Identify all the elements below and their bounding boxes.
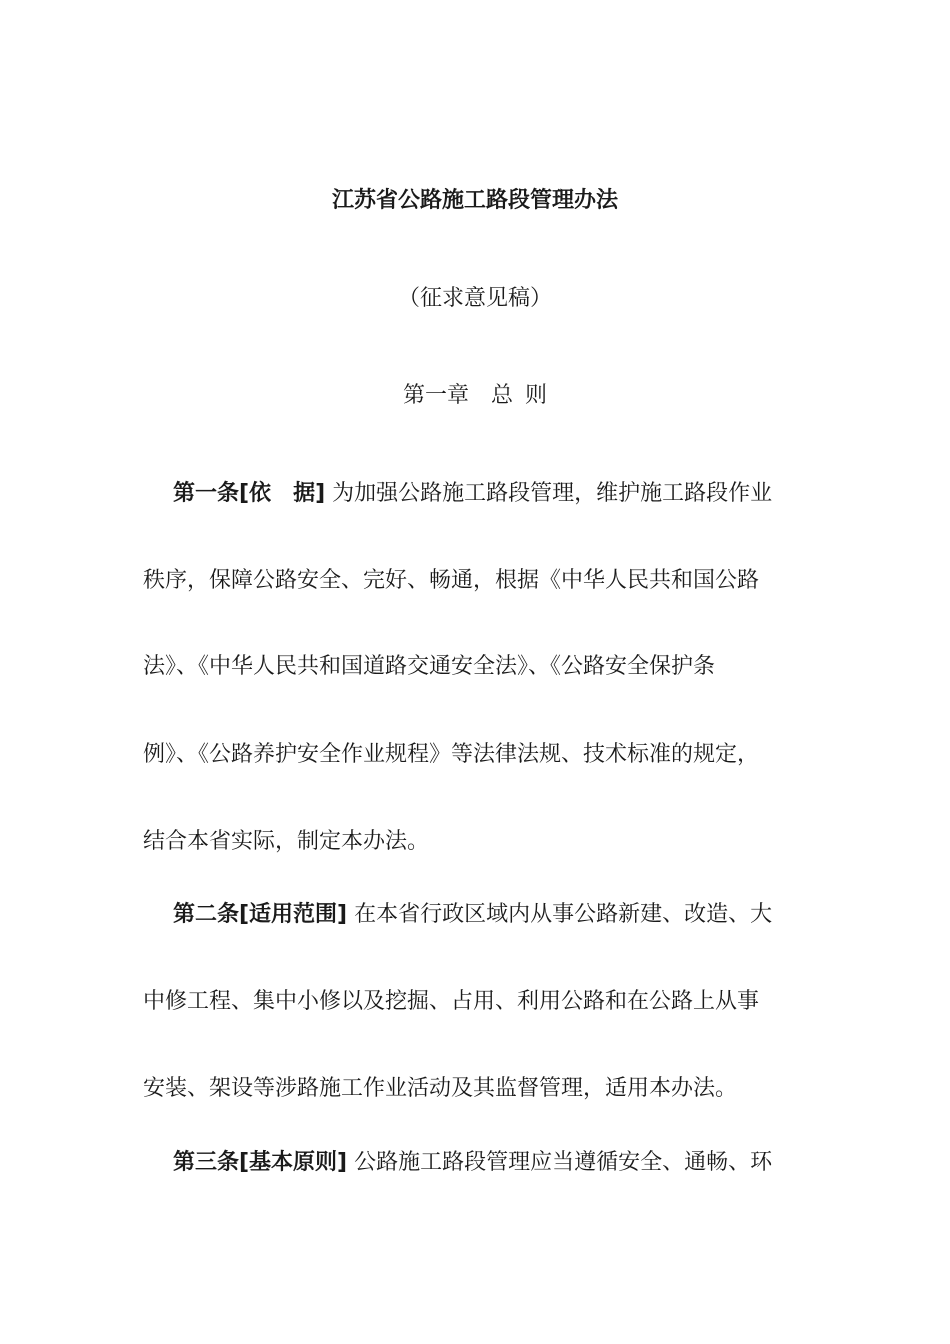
chapter-number: 第一章 xyxy=(402,383,469,408)
article-1-line-3: 法》、《中华人民共和国道路交通安全法》、《公路安全保护条 xyxy=(143,654,716,679)
article-2-heading: 第二条[适用范围] xyxy=(173,902,348,927)
document-title: 江苏省公路施工路段管理办法 xyxy=(331,188,618,213)
article-2-text: 在本省行政区域内从事公路新建、改造、大 xyxy=(354,902,773,927)
article-1-line-5: 结合本省实际，制定本办法。 xyxy=(143,829,430,854)
document-subtitle: （征求意见稿） xyxy=(397,286,552,311)
article-2-line-3: 安装、架设等涉路施工作业活动及其监督管理，适用本办法。 xyxy=(143,1076,738,1101)
article-3-line-1 xyxy=(173,1148,772,1178)
chapter-name-part1: 总 xyxy=(490,383,513,408)
article-1-heading-part-a: 第一条[依 xyxy=(173,481,272,506)
article-3-heading: 第三条[基本原则] xyxy=(173,1150,348,1175)
article-1-line-2: 秩序，保障公路安全、完好、畅通，根据《中华人民共和国公路 xyxy=(143,568,760,593)
article-1-text: 为加强公路施工路段管理，维护施工路段作业 xyxy=(332,481,773,506)
article-1-heading-part-b: 据] xyxy=(293,481,326,506)
article-1-line-4: 例》、《公路养护安全作业规程》等法律法规、技术标准的规定， xyxy=(143,742,760,767)
chapter-heading xyxy=(0,381,950,411)
article-2-line-1 xyxy=(173,900,772,930)
article-2-line-2: 中修工程、集中小修以及挖掘、占用、利用公路和在公路上从事 xyxy=(143,989,760,1014)
article-3-text: 公路施工路段管理应当遵循安全、通畅、环 xyxy=(354,1150,773,1175)
article-1-line-1 xyxy=(173,479,772,509)
article-1-heading xyxy=(173,481,325,506)
chapter-name-part2: 则 xyxy=(525,383,548,408)
